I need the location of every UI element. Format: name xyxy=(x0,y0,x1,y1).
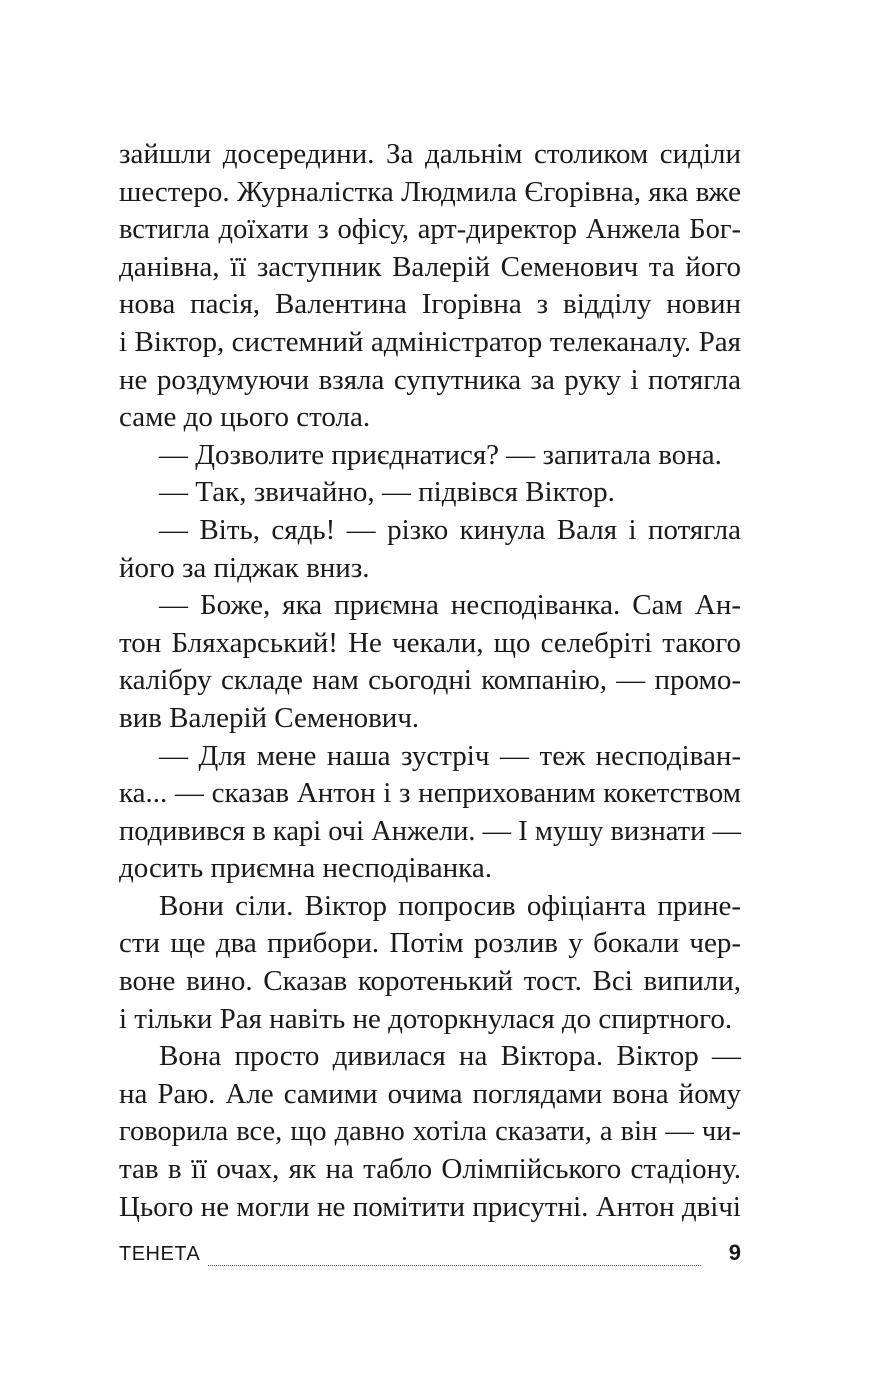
text-line: шестеро. Журналістка Людмила Єгорівна, яка вже xyxy=(119,175,741,208)
text-line: досить приємна несподіванка. xyxy=(119,852,492,885)
text-line: на Раю. Але самими очима поглядами вона йому xyxy=(119,1077,741,1110)
text-line: тав в її очах, як на табло Олімпійського стадіону. xyxy=(119,1153,741,1186)
text-line: — Віть, сядь! — різко кинула Валя і потягла xyxy=(159,513,741,546)
text-line: говорила все, що давно хотіла сказати, а він — чи- xyxy=(119,1116,741,1148)
text-line: — Дозволите приєднатися? — запитала вона. xyxy=(159,438,722,471)
text-line: данівна, її заступник Валерій Семенович та його xyxy=(119,250,741,283)
text-line: зайшли досередини. За дальнім столиком сиділи xyxy=(119,138,741,170)
running-title: ТЕНЕТА xyxy=(119,1243,201,1265)
text-line: Вона просто дивилася на Віктора. Віктор — xyxy=(159,1040,741,1073)
text-line: Цього не могли не помітити присутні. Антон двічі xyxy=(119,1190,741,1223)
text-line: його за піджак вниз. xyxy=(119,551,370,584)
text-line: — Боже, яка приємна несподіванка. Сам Ан- xyxy=(159,589,741,622)
page-number: 9 xyxy=(728,1240,741,1265)
dotted-leader xyxy=(208,1264,701,1266)
book-page-text xyxy=(119,136,741,1226)
text-line: воне вино. Сказав коротенький тост. Всі випили, xyxy=(119,965,741,998)
text-line: нова пасія, Валентина Ігорівна з відділу новин xyxy=(119,288,741,321)
text-line: не роздумуючи взяла супутника за руку і потягла xyxy=(119,363,741,396)
page-footer xyxy=(119,1240,741,1274)
text-line: ка... — сказав Антон і з неприхованим кокетством xyxy=(119,777,741,810)
text-line: калібру складе нам сьогодні компанію, — промо- xyxy=(119,664,741,697)
text-line: і Віктор, системний адміністратор телеканалу. Рая xyxy=(119,325,741,358)
text-line: саме до цього стола. xyxy=(119,401,371,434)
text-line: тон Бляхарський! Не чекали, що селебріті такого xyxy=(119,626,741,659)
text-line: і тільки Рая навіть не доторкнулася до спиртного. xyxy=(119,1002,733,1035)
text-line: встигла доїхати з офісу, арт-директор Анжела Бог- xyxy=(119,214,741,246)
text-line: подивився в карі очі Анжели. — І мушу визнати — xyxy=(119,815,741,847)
text-line: — Так, звичайно, — підвівся Віктор. xyxy=(159,476,615,509)
text-line: вив Валерій Семенович. xyxy=(119,701,420,734)
text-line: Вони сіли. Віктор попросив офіціанта прине- xyxy=(159,889,741,922)
text-line: — Для мене наша зустріч — теж несподіван- xyxy=(159,739,741,772)
text-line: сти ще два прибори. Потім розлив у бокали чер- xyxy=(119,927,741,960)
